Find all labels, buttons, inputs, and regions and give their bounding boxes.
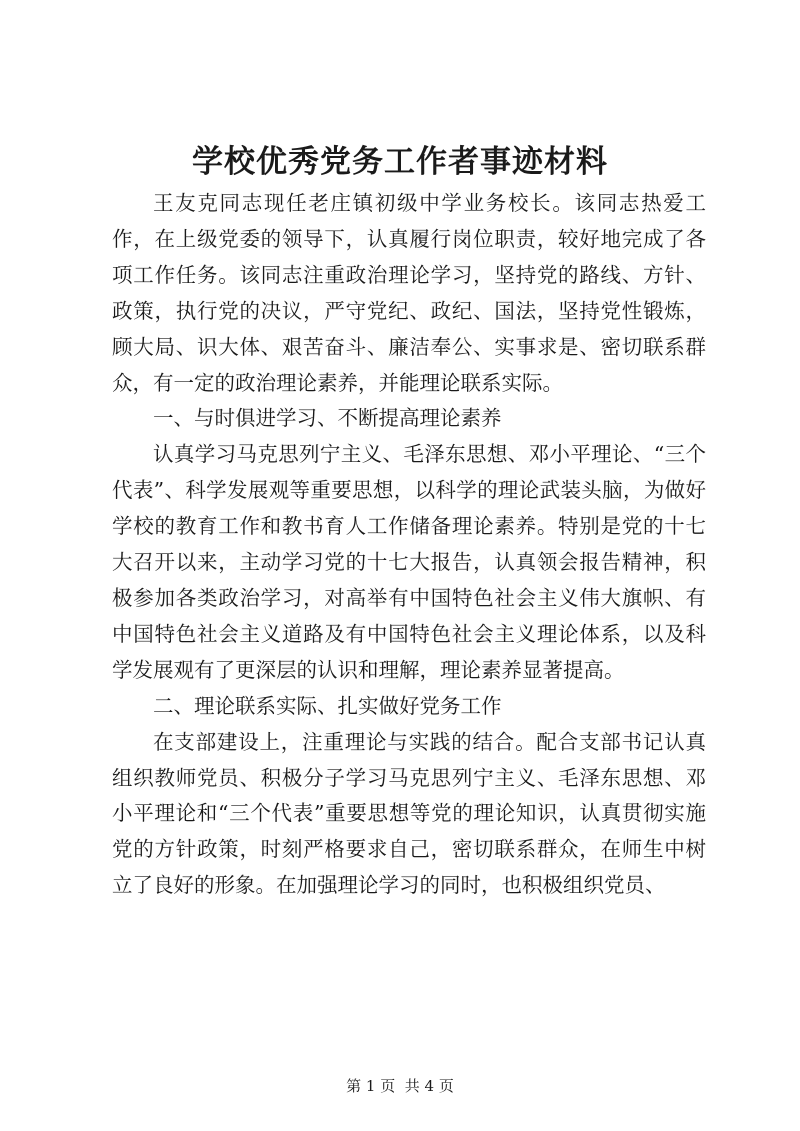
document-title: 学校优秀党务工作者事迹材料: [192, 144, 608, 180]
page-footer: [0, 1076, 800, 1096]
section-paragraph-1: 认真学习马克思列宁主义、毛泽东思想、邓小平理论、“三个代表”、科学发展观等重要思想，以科学的理论武装头脑，为做好学校的教育工作和教书育人工作储备理论素养。特别是党的十七大召开以来，主动学习党的十七大报告，认真领会报告精神，积极参加各类政治学习，对高举有中国特色社会主义伟大旗帜、有中国特色社会主义道路及有中国特色社会主义理论体系，以及科学发展观有了更深层的认识和理解，理论素养显著提高。: [112, 442, 706, 682]
section-heading-2: 二、理论联系实际、扎实做好党务工作: [153, 693, 502, 718]
section-heading-1: 一、与时俱进学习、不断提高理论素养: [153, 406, 502, 431]
page-number: 第 1 页: [346, 1077, 396, 1095]
page-total: 共 4 页: [404, 1077, 454, 1095]
section-paragraph-2: 在支部建设上，注重理论与实践的结合。配合支部书记认真组织教师党员、积极分子学习马克思列宁主义、毛泽东思想、邓小平理论和“三个代表”重要思想等党的理论知识，认真贯彻实施党的方针政策，时刻严格要求自己，密切联系群众，在师生中树立了良好的形象。在加强理论学习的同时，也积极组织党员、: [112, 729, 706, 898]
document-body: [112, 186, 706, 904]
intro-paragraph: 王友克同志现任老庄镇初级中学业务校长。该同志热爱工作，在上级党委的领导下，认真履行岗位职责，较好地完成了各项工作任务。该同志注重政治理论学习，坚持党的路线、方针、政策，执行党的决议，严守党纪、政纪、国法，坚持党性锻炼，顾大局、识大体、艰苦奋斗、廉洁奉公、实事求是、密切联系群众，有一定的政治理论素养，并能理论联系实际。: [112, 191, 706, 395]
